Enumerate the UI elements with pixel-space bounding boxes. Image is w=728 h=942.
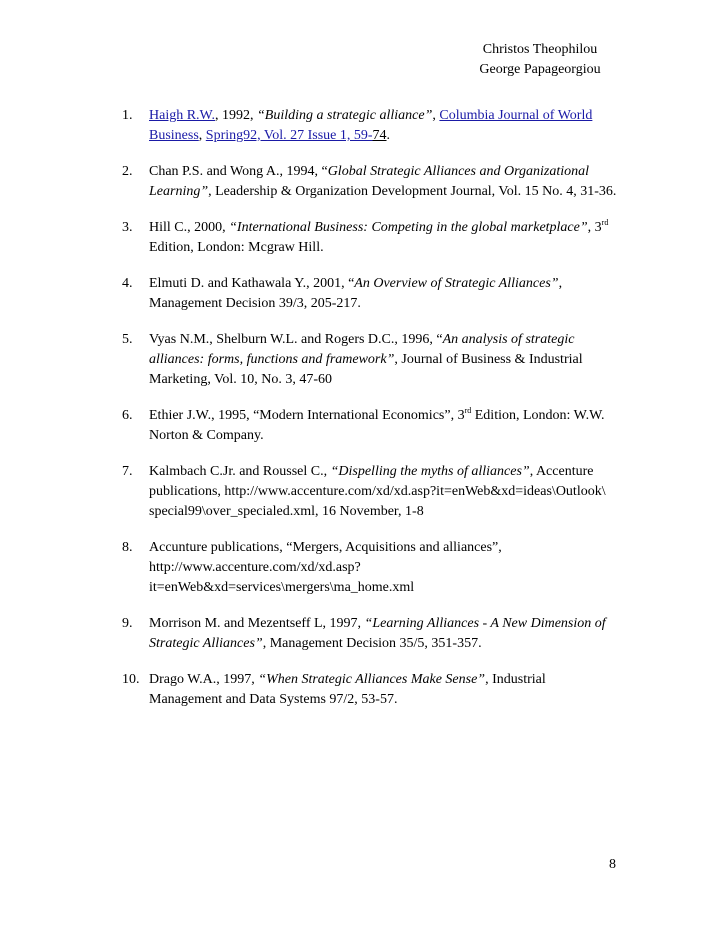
reference-number: 8. — [122, 540, 133, 555]
superscript: rd — [464, 406, 472, 415]
pages-link[interactable]: 74 — [372, 128, 387, 143]
reference-text: Chan P.S. and Wong A., 1994, “ — [149, 164, 328, 179]
reference-url: it=enWeb&xd=services\mergers\ma_home.xml — [149, 580, 415, 595]
reference-item — [122, 406, 622, 446]
reference-item — [122, 538, 622, 598]
reference-title: “International Business: Competing in the global marketplace” — [229, 220, 588, 235]
reference-number: 10. — [122, 672, 140, 687]
reference-list — [122, 106, 622, 726]
reference-text: , Accenture publications, http://www.accenture.com/xd/xd.asp?it=enWeb&xd=ideas\Outlook\ special99\over_specialed.xml, 16 November, 1-8 — [149, 464, 606, 519]
page-number: 8 — [609, 857, 616, 872]
reference-text: Ethier J.W., 1995, “Modern International Economics”, 3 — [149, 408, 465, 423]
reference-text: Edition, London: W.W. Norton & Company. — [149, 408, 605, 443]
reference-title: “Dispelling the myths of alliances” — [330, 464, 530, 479]
reference-title: “Building a strategic alliance” — [256, 108, 433, 123]
reference-text: , Journal of Business & Industrial Marketing, Vol. 10, No. 3, 47-60 — [149, 352, 583, 387]
reference-text: , 1992, — [214, 108, 257, 123]
reference-text: , Management Decision 39/3, 205-217. — [149, 276, 563, 311]
reference-text: , — [432, 108, 440, 123]
reference-item — [122, 614, 622, 654]
reference-text: Hill C., 2000, — [149, 220, 230, 235]
reference-number: 3. — [122, 220, 133, 235]
reference-title: An Overview of Strategic Alliances” — [354, 276, 559, 291]
reference-text: , Industrial Management and Data Systems 97/2, 53-57. — [149, 672, 546, 707]
reference-number: 6. — [122, 408, 133, 423]
reference-item — [122, 218, 622, 258]
issue-link[interactable]: Spring92, Vol. 27 Issue 1, 59- — [205, 128, 373, 143]
superscript: rd — [601, 218, 609, 227]
reference-title: An analysis of strategic alliances: forms, functions and framework” — [149, 332, 575, 367]
reference-number: 1. — [122, 108, 133, 123]
reference-text: Edition, London: Mcgraw Hill. — [149, 240, 324, 255]
reference-item — [122, 670, 622, 710]
reference-number: 2. — [122, 164, 133, 179]
reference-item — [122, 330, 622, 390]
reference-number: 7. — [122, 464, 133, 479]
reference-title: “When Strategic Alliances Make Sense” — [258, 672, 486, 687]
reference-text: . — [386, 128, 391, 143]
reference-text: Morrison M. and Mezentseff L, 1997, — [149, 616, 365, 631]
reference-text: Drago W.A., 1997, — [149, 672, 259, 687]
author-link[interactable]: Haigh R.W. — [149, 108, 215, 123]
reference-item — [122, 274, 622, 314]
reference-line: Accunture publications, “Mergers, Acquisitions and alliances”, — [149, 540, 502, 555]
author-name: Christos Theophilou — [482, 42, 598, 57]
reference-text: Elmuti D. and Kathawala Y., 2001, “ — [149, 276, 355, 291]
journal-link[interactable]: Columbia Journal of World Business — [149, 108, 593, 143]
reference-text: , — [198, 128, 206, 143]
reference-title: “Learning Alliances - A New Dimension of Strategic Alliances” — [149, 616, 606, 651]
reference-text: , Leadership & Organization Development Journal, Vol. 15 No. 4, 31-36. — [208, 184, 617, 199]
reference-number: 9. — [122, 616, 133, 631]
author-block — [466, 40, 614, 80]
reference-number: 4. — [122, 276, 133, 291]
reference-text: , 3 — [587, 220, 602, 235]
author-name: George Papageorgiou — [479, 62, 601, 77]
reference-text: Vyas N.M., Shelburn W.L. and Rogers D.C., 1996, “ — [149, 332, 443, 347]
reference-item — [122, 462, 622, 522]
reference-url: http://www.accenture.com/xd/xd.asp? — [149, 560, 361, 575]
reference-text: Kalmbach C.Jr. and Roussel C., — [149, 464, 331, 479]
reference-text: , Management Decision 35/5, 351-357. — [262, 636, 482, 651]
reference-title: Global Strategic Alliances and Organizational Learning” — [149, 164, 590, 199]
reference-item — [122, 162, 622, 202]
reference-item — [122, 106, 622, 146]
reference-number: 5. — [122, 332, 133, 347]
